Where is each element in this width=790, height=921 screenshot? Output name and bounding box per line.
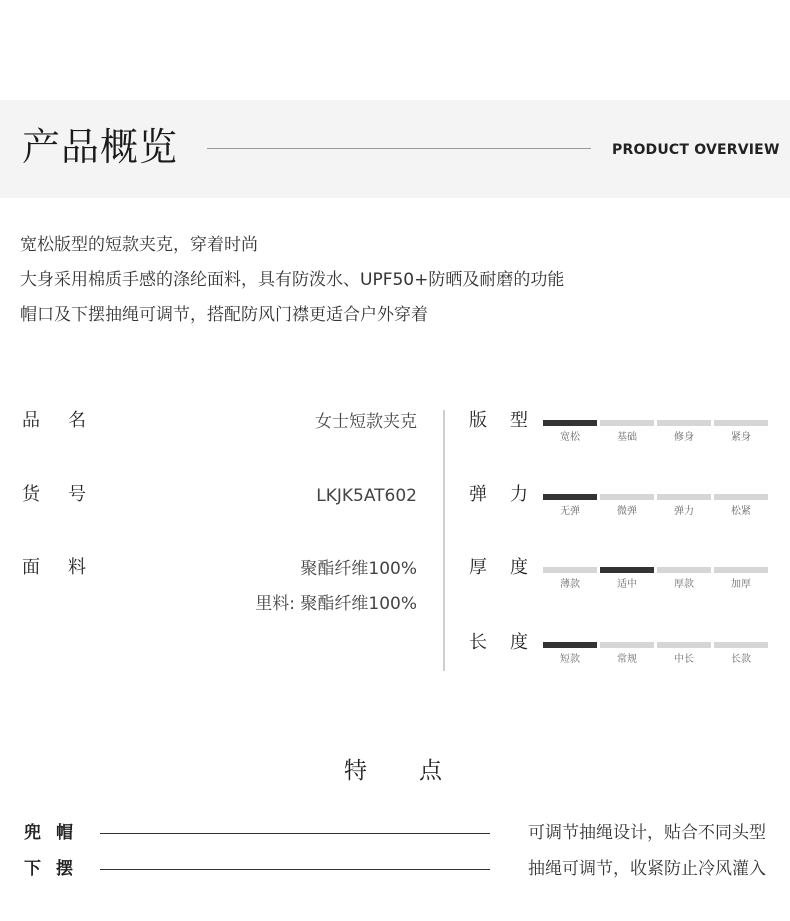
rating-stretch-segment-selected [543, 494, 597, 500]
page-title: 产品概览 [22, 125, 179, 169]
rating-thickness-option: 适中 [617, 579, 637, 590]
rating-fit-option: 宽松 [560, 432, 580, 443]
feature-hood-label: 兜 帽 [24, 823, 73, 843]
spec-name-label: 品 名 [22, 410, 86, 431]
description-line-3: 帽口及下摆抽绳可调节，搭配防风门襟更适合户外穿着 [20, 305, 428, 325]
rating-stretch-option: 松紧 [731, 506, 751, 517]
spec-lining-value: 里料: 聚酯纤维100% [255, 594, 417, 614]
page-subtitle: PRODUCT OVERVIEW [612, 142, 780, 158]
rating-fit-segment-selected [543, 420, 597, 426]
rating-thickness-segment [543, 567, 597, 573]
feature-hem-label: 下 摆 [24, 859, 73, 879]
rating-stretch-segment [714, 494, 768, 500]
rating-length-segment-selected [543, 642, 597, 648]
rating-thickness-option: 加厚 [731, 579, 751, 590]
rating-length-option: 短款 [560, 654, 580, 665]
rating-thickness-label: 厚 度 [469, 557, 528, 578]
rating-length-option: 常规 [617, 654, 637, 665]
feature-hem-line [100, 869, 490, 870]
feature-hem-value: 抽绳可调节，收紧防止冷风灌入 [528, 859, 766, 879]
rating-fit-option: 基础 [617, 432, 637, 443]
rating-stretch-segment [657, 494, 711, 500]
rating-length-option: 长款 [731, 654, 751, 665]
rating-thickness-option: 厚款 [674, 579, 694, 590]
rating-fit-segment [714, 420, 768, 426]
rating-stretch-segment [600, 494, 654, 500]
spec-sku-value: LKJK5AT602 [316, 486, 417, 506]
column-divider [443, 410, 445, 671]
rating-fit-label: 版 型 [469, 410, 528, 431]
rating-thickness-segment [657, 567, 711, 573]
rating-fit-option: 紧身 [731, 432, 751, 443]
rating-length-segment [657, 642, 711, 648]
rating-stretch-option: 无弹 [560, 506, 580, 517]
rating-stretch-option: 弹力 [674, 506, 694, 517]
rating-length-segment [600, 642, 654, 648]
rating-thickness-segment [714, 567, 768, 573]
description-line-1: 宽松版型的短款夹克，穿着时尚 [20, 235, 258, 255]
rating-thickness-option: 薄款 [560, 579, 580, 590]
rating-thickness-segment-selected [600, 567, 654, 573]
spec-fabric-label: 面 料 [22, 557, 86, 578]
spec-fabric-value: 聚酯纤维100% [300, 559, 417, 579]
spec-name-value: 女士短款夹克 [315, 412, 417, 432]
feature-hood-line [100, 833, 490, 834]
rating-stretch-option: 微弹 [617, 506, 637, 517]
feature-hood-value: 可调节抽绳设计，贴合不同头型 [528, 823, 766, 843]
rating-length-option: 中长 [674, 654, 694, 665]
rating-length-segment [714, 642, 768, 648]
rating-fit-segment [600, 420, 654, 426]
spec-sku-label: 货 号 [22, 484, 86, 505]
rating-fit-option: 修身 [674, 432, 694, 443]
rating-length-label: 长 度 [469, 632, 528, 653]
header-divider [207, 148, 591, 149]
features-title: 特 点 [344, 758, 442, 784]
description-line-2: 大身采用棉质手感的涤纶面料，具有防泼水、UPF50+防晒及耐磨的功能 [20, 270, 565, 290]
rating-fit-segment [657, 420, 711, 426]
rating-stretch-label: 弹 力 [469, 484, 528, 505]
